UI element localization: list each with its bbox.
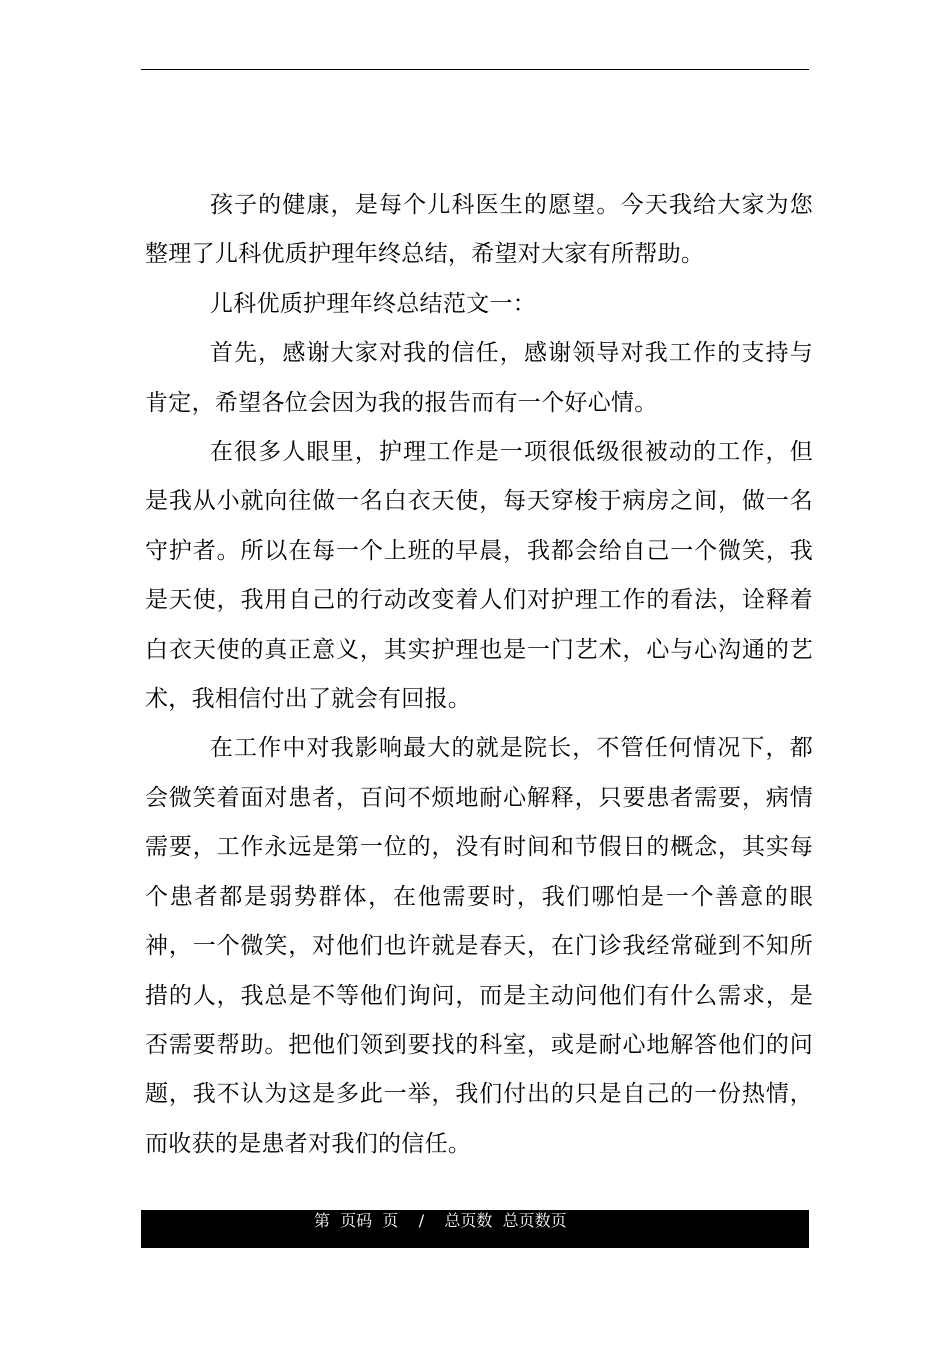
paragraph-thanks: 首先，感谢大家对我的信任，感谢领导对我工作的支持与肯定，希望各位会因为我的报告而有一个好心情。 [145, 340, 813, 416]
paragraph-intro: 孩子的健康，是每个儿科医生的愿望。今天我给大家为您整理了儿科优质护理年终总结，希望对大家有所帮助。 [145, 192, 813, 268]
page-footer [141, 1210, 809, 1248]
paragraph-nursing-view: 在很多人眼里，护理工作是一项很低级很被动的工作，但是我从小就向往做一名白衣天使，每天穿梭于病房之间，做一名守护者。所以在每一个上班的早晨，我都会给自己一个微笑，我是天使，我用自己的行动改变着人们对护理工作的看法，诠释着白衣天使的真正意义，其实护理也是一门艺术，心与心沟通的艺术，我相信付出了就会有回报。 [145, 439, 813, 713]
paragraph-director: 在工作中对我影响最大的就是院长，不管任何情况下，都会微笑着面对患者，百问不烦地耐心解释，只要患者需要，病情需要，工作永远是第一位的，没有时间和节假日的概念，其实每个患者都是弱势群体，在他需要时，我们哪怕是一个善意的眼神，一个微笑，对他们也许就是春天，在门诊我经常碰到不知所措的人，我总是不等他们询问，而是主动问他们有什么需求，是否需要帮助。把他们领到要找的科室，或是耐心地解答他们的问题，我不认为这是多此一举，我们付出的只是自己的一份热情，而收获的是患者对我们的信任。 [145, 735, 813, 1157]
document-body [145, 181, 813, 1169]
paragraph-heading: 儿科优质护理年终总结范文一： [209, 290, 537, 317]
page-number-text: 第 页码 页 / 总页数 总页数页 [314, 1211, 567, 1230]
header-rule [141, 69, 809, 70]
